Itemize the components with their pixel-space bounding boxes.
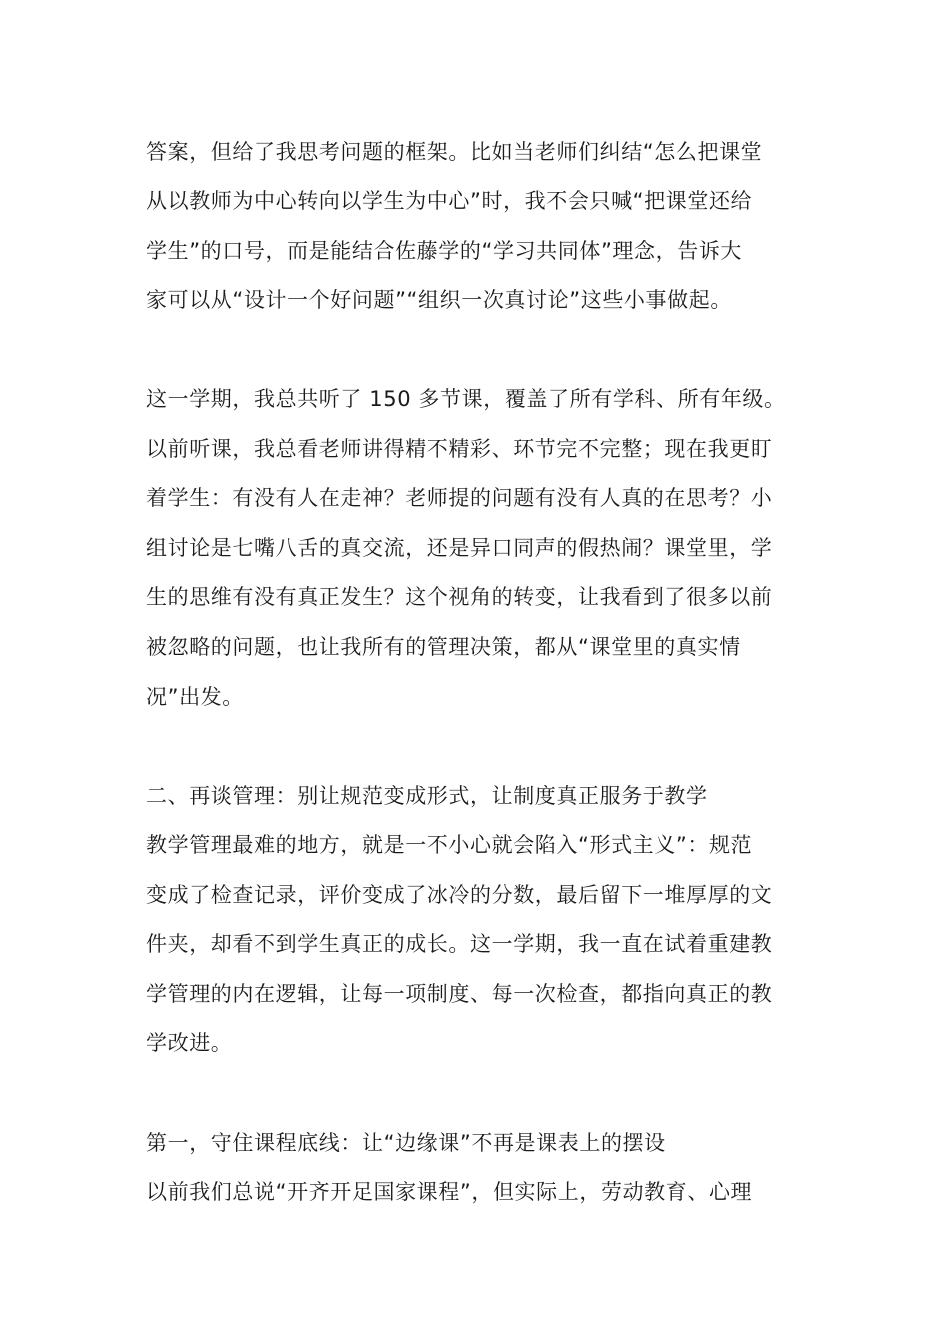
paragraph-line: 以前我们总说“开齐开足国家课程”，但实际上，劳动教育、心理 (146, 1180, 753, 1204)
paragraph-line: 学改进。 (146, 1031, 233, 1055)
paragraph-line: 这一学期，我总共听了 150 多节课，覆盖了所有学科、所有年级。 (146, 387, 786, 411)
paragraph-line: 家可以从“设计一个好问题”“组织一次真讨论”这些小事做起。 (146, 288, 732, 312)
paragraph-line: 被忽略的问题，也让我所有的管理决策，都从“课堂里的真实情 (146, 635, 741, 659)
paragraph-line: 从以教师为中心转向以学生为中心”时，我不会只喊“把课堂还给 (146, 189, 753, 213)
paragraph-line: 学管理的内在逻辑，让每一项制度、每一次检查，都指向真正的教 (146, 982, 773, 1006)
paragraph-line: 组讨论是七嘴八舌的真交流，还是异口同声的假热闹？课堂里，学 (146, 536, 773, 560)
paragraph-line: 以前听课，我总看老师讲得精不精彩、环节完不完整；现在我更盯 (146, 437, 773, 461)
paragraph-line: 学生”的口号，而是能结合佐藤学的“学习共同体”理念，告诉大 (146, 239, 743, 263)
section-heading: 二、再谈管理：别让规范变成形式，让制度真正服务于教学 (146, 784, 708, 808)
paragraph-line: 答案，但给了我思考问题的框架。比如当老师们纠结“怎么把课堂 (146, 140, 763, 164)
subsection-heading: 第一，守住课程底线：让“边缘课”不再是课表上的摆设 (146, 1131, 666, 1155)
paragraph-line: 件夹，却看不到学生真正的成长。这一学期，我一直在试着重建教 (146, 932, 773, 956)
paragraph-line: 况”出发。 (146, 685, 244, 709)
paragraph-line: 教学管理最难的地方，就是一不小心就会陷入“形式主义”：规范 (146, 833, 753, 857)
paragraph-line: 生的思维有没有真正发生？这个视角的转变，让我看到了很多以前 (146, 585, 773, 609)
paragraph-line: 着学生：有没有人在走神？老师提的问题有没有人真的在思考？小 (146, 486, 773, 510)
paragraph-line: 变成了检查记录，评价变成了冰冷的分数，最后留下一堆厚厚的文 (146, 883, 773, 907)
